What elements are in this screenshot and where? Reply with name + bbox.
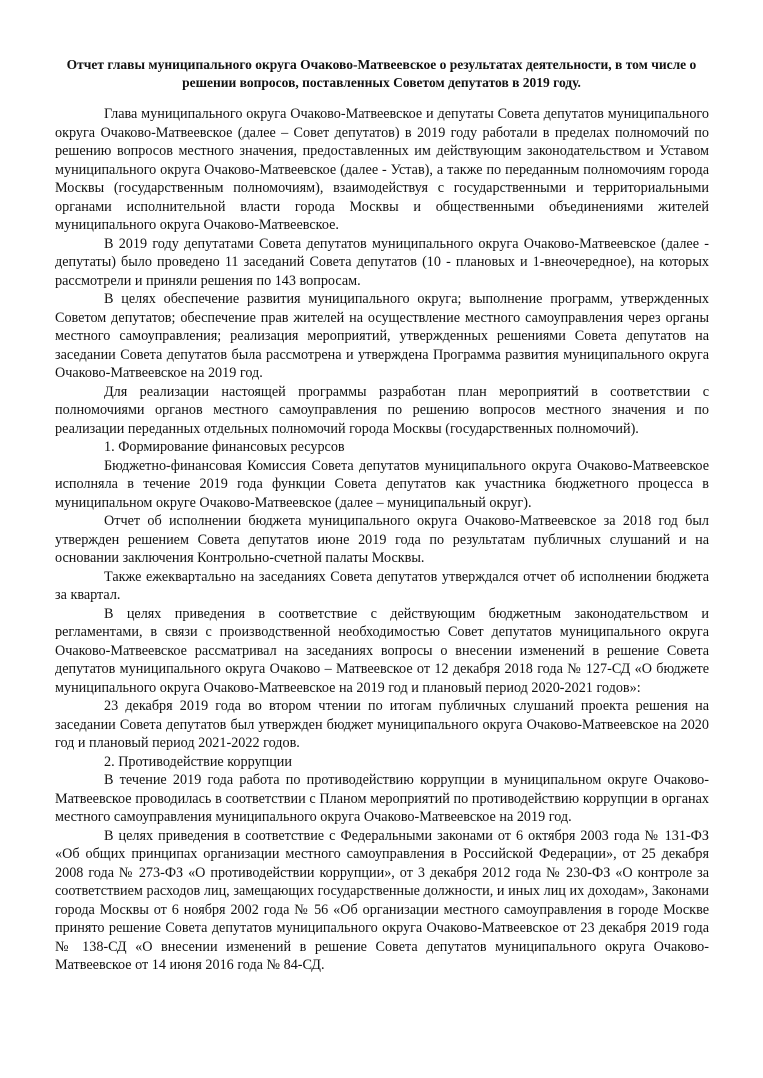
paragraph-budget-report-2018: Отчет об исполнении бюджета муниципального округа Очаково-Матвеевское за 2018 год был утвержден решением Совета депутатов июне 2019 года по результатам публичных слушаний и на основании заключения Контрольно-счетной палаты Москвы.	[55, 513, 709, 566]
paragraph-action-plan: Для реализации настоящей программы разработан план мероприятий в соответствии с полномочиями органов местного самоуправления по решению вопросов местного значения и по реализации переданных отдельных полномочий города Москвы (государственных полномочий).	[55, 383, 709, 437]
paragraph-quarterly-report: Также ежеквартально на заседаниях Совета депутатов утверждался отчет об исполнении бюджета за квартал.	[55, 568, 709, 603]
paragraph-intro: Глава муниципального округа Очаково-Матвеевское и депутаты Совета депутатов муниципального округа Очаково-Матвеевское (далее – Совет депутатов) в 2019 году работали в пределах полномочий по решению вопросов местного значения, предоставленных им действующим законодательством и Уставом муниципального округа Очаково-Матвеевское (далее - Устав), а также по переданным полномочиям города Москвы (государственным полномочиям), взаимодействуя с государственными и территориальными органами исполнительной власти города Москвы и общественными объединениями жителей муниципального округа Очаково-Матвеевское.	[55, 106, 709, 233]
paragraph-development-program: В целях обеспечение развития муниципального округа; выполнение программ, утвержденных Советом депутатов; обеспечение прав жителей на осуществление местного самоуправления через органы местного самоуправления; реализация мероприятий, утвержденных решениями Совета депутатов на заседании Совета депутатов была рассмотрена и утверждена Программа развития муниципального округа Очаково-Матвеевское на 2019 год.	[55, 291, 709, 381]
paragraph-budget-commission: Бюджетно-финансовая Комиссия Совета депутатов муниципального округа Очаково-Матвеевское исполняла в течение 2019 года функции Совета депутатов как участника бюджетного процесса в муниципальном округе Очаково-Матвеевское (далее – муниципальный округ).	[55, 457, 709, 511]
paragraph-budget-amendments: В целях приведения в соответствие с действующим бюджетным законодательством и регламентами, в связи с производственной необходимостью Совет депутатов муниципального округа Очаково-Матвеевское рассматривал на заседаниях вопросы о внесении изменений в решение Совета депутатов муниципального округа Очаково – Матвеевское от 12 декабря 2018 года № 127-СД «О бюджете муниципального округа Очаково-Матвеевское на 2019 год и плановый период 2020-2021 годов»:	[55, 605, 709, 696]
section-heading-anticorruption: 2. Противодействие коррупции	[104, 753, 292, 770]
paragraph-anticorruption-plan: В течение 2019 года работа по противодействию коррупции в муниципальном округе Очаково-Матвеевское проводилась в соответствии с Планом мероприятий по противодействию коррупции в органах местного самоуправления муниципального округа Очаково-Матвеевское на 2019 год.	[55, 772, 709, 825]
section-heading-finance: 1. Формирование финансовых ресурсов	[104, 439, 345, 455]
paragraph-budget-2020: 23 декабря 2019 года во втором чтении по итогам публичных слушаний проекта решения на заседании Совета депутатов был утвержден бюджет муниципального округа Очаково-Матвеевское на 2020 год и плановый период 2021-2022 годов.	[55, 698, 709, 751]
document-body	[55, 105, 709, 975]
paragraph-meetings: В 2019 году депутатами Совета депутатов муниципального округа Очаково-Матвеевское (далее - депутаты) было проведено 11 заседаний Совета депутатов (10 - плановых и 1-внеочередное), на которых рассмотрели и приняли решения по 143 вопросам.	[55, 235, 709, 289]
paragraph-federal-laws: В целях приведения в соответствие с Федеральными законами от 6 октября 2003 года № 131-ФЗ «Об общих принципах организации местного самоуправления в Российской Федерации», от 25 декабря 2008 года № 273-ФЗ «О противодействии коррупции», от 3 декабря 2012 года № 230-ФЗ «О контроле за соответствием расходов лиц, замещающих государственные должности, и иных лиц их доходам», Законами города Москвы от 6 ноября 2002 года № 56 «Об организации местного самоуправления в городе Москве принято решение Совета депутатов муниципального округа Очаково-Матвеевское от 23 декабря 2019 года № 138-СД «О внесении изменений в решение Совета депутатов муниципального округа Очаково-Матвеевское от 14 июня 2016 года № 84-СД.	[55, 827, 709, 973]
document-title: Отчет главы муниципального округа Очаково-Матвеевское о результатах деятельности, в том числе о решении вопросов, поставленных Советом депутатов в 2019 году.	[66, 57, 697, 90]
